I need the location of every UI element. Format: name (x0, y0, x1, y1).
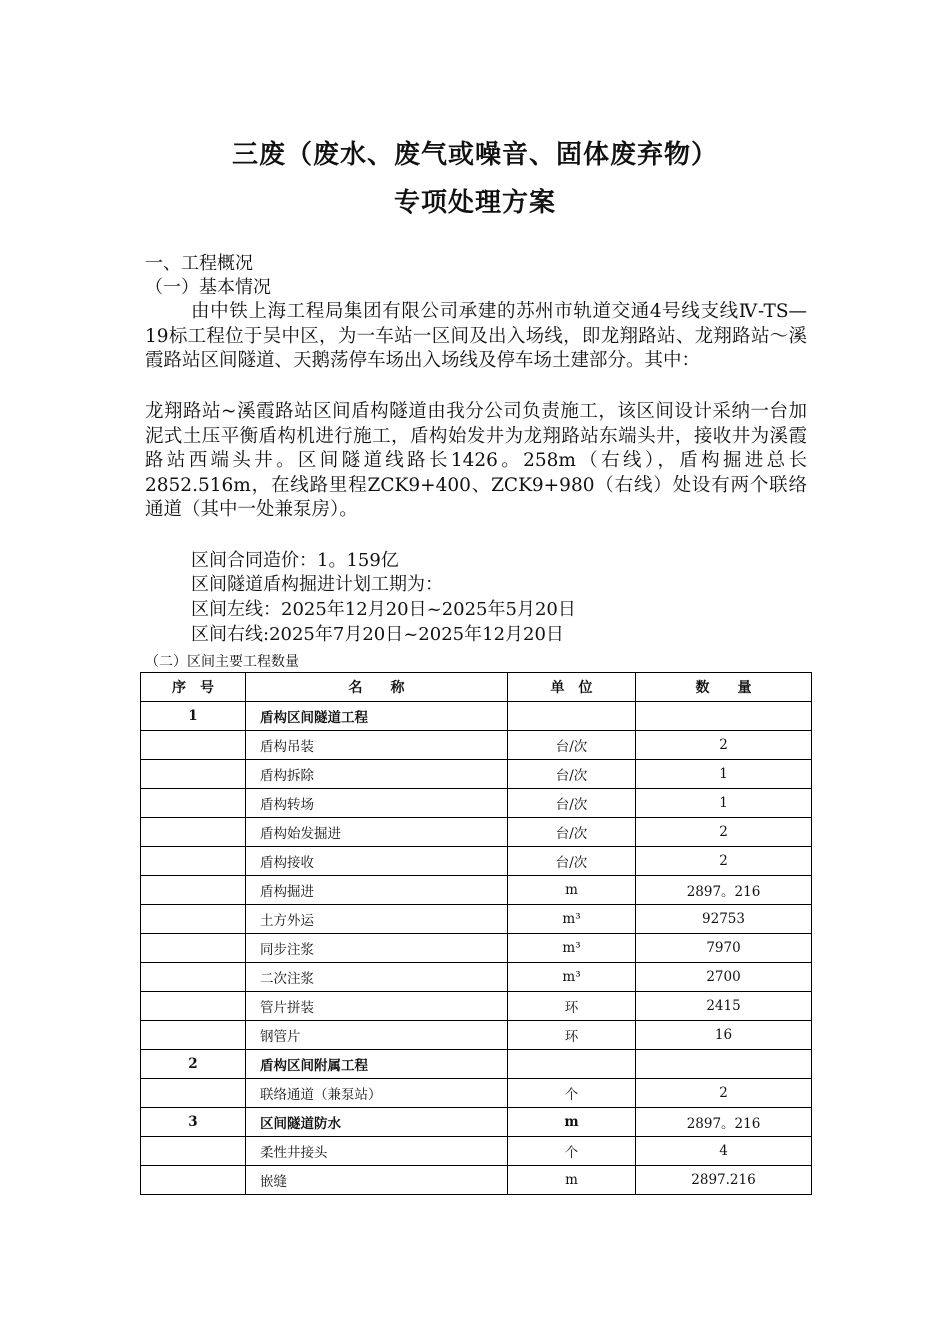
table-row (141, 789, 812, 818)
cell-unit: 台/次 (508, 760, 636, 789)
cell-unit (508, 1050, 636, 1079)
cell-name: 盾构始发掘进 (246, 818, 508, 847)
cell-unit: m³ (508, 934, 636, 963)
paragraph-detail: 龙翔路站~溪霞路站区间盾构隧道由我分公司负责施工，该区间设计采纳一台加泥式土压平衡盾构机进行施工，盾构始发井为龙翔路站东端头井，接收井为溪霞路站西端头井。区间隧道线路长1426。258m（右线），盾构掘进总长2852.516m，在线路里程ZCK9+400、ZCK9+980（右线）处设有两个联络通道（其中一处兼泵房）。 (145, 401, 807, 521)
cell-qty: 2897。216 (636, 876, 812, 905)
table-group-row (141, 702, 812, 731)
cell-name: 联络通道（兼泵站） (246, 1079, 508, 1108)
table-row (141, 1166, 812, 1195)
cell-no (141, 818, 246, 847)
contract-price: 区间合同造价：1。159亿 (191, 550, 399, 571)
subsection-heading: （一）基本情况 (145, 277, 271, 298)
table-row (141, 905, 812, 934)
table-header-row (141, 673, 812, 702)
cell-qty: 1 (636, 789, 812, 818)
cell-qty: 4 (636, 1137, 812, 1166)
doc-title-line1: 三废（废水、废气或噪音、固体废弃物） (231, 140, 718, 170)
table-group-row (141, 1050, 812, 1079)
table-row (141, 731, 812, 760)
cell-unit: 个 (508, 1137, 636, 1166)
quantity-table (140, 672, 812, 1195)
cell-name: 盾构接收 (246, 847, 508, 876)
table-row (141, 934, 812, 963)
schedule-left: 区间左线：2025年12月20日~2025年5月20日 (191, 599, 576, 620)
cell-unit (508, 702, 636, 731)
table-row (141, 963, 812, 992)
cell-qty: 2897。216 (636, 1108, 812, 1137)
cell-name: 盾构转场 (246, 789, 508, 818)
cell-name: 钢管片 (246, 1021, 508, 1050)
cell-name: 盾构区间隧道工程 (246, 702, 508, 731)
cell-no (141, 789, 246, 818)
cell-name: 盾构拆除 (246, 760, 508, 789)
cell-unit: 个 (508, 1079, 636, 1108)
cell-no: 2 (141, 1050, 246, 1079)
cell-name: 同步注浆 (246, 934, 508, 963)
cell-unit: 台/次 (508, 789, 636, 818)
cell-qty: 16 (636, 1021, 812, 1050)
cell-no (141, 992, 246, 1021)
schedule-right: 区间右线:2025年7月20日~2025年12月20日 (191, 624, 564, 645)
table-row (141, 760, 812, 789)
table-row (141, 992, 812, 1021)
cell-no (141, 1137, 246, 1166)
cell-qty: 2415 (636, 992, 812, 1021)
header-unit: 单 位 (508, 673, 636, 702)
cell-qty: 1 (636, 760, 812, 789)
cell-qty: 2 (636, 847, 812, 876)
table-row (141, 818, 812, 847)
cell-qty: 2 (636, 818, 812, 847)
cell-unit: 台/次 (508, 818, 636, 847)
cell-no (141, 1079, 246, 1108)
cell-qty: 2 (636, 731, 812, 760)
header-no: 序 号 (141, 673, 246, 702)
paragraph-intro: 由中铁上海工程局集团有限公司承建的苏州市轨道交通4号线支线Ⅳ-TS—19标工程位于吴中区，为一车站一区间及出入场线，即龙翔路站、龙翔路站～溪霞路站区间隧道、天鹅荡停车场出入场线及停车场土建部分。其中： (145, 301, 807, 372)
cell-qty: 7970 (636, 934, 812, 963)
cell-qty: 2897.216 (636, 1166, 812, 1195)
table-row (141, 847, 812, 876)
table-row (141, 1079, 812, 1108)
cell-qty: 92753 (636, 905, 812, 934)
table-row (141, 1137, 812, 1166)
schedule-intro: 区间隧道盾构掘进计划工期为： (191, 574, 443, 595)
table-row (141, 1021, 812, 1050)
cell-name: 区间隧道防水 (246, 1108, 508, 1137)
header-name: 名 称 (246, 673, 508, 702)
cell-unit: 台/次 (508, 731, 636, 760)
table-caption: （二）区间主要工程数量 (145, 654, 299, 670)
header-qty: 数 量 (636, 673, 812, 702)
cell-no: 3 (141, 1108, 246, 1137)
cell-unit: m (508, 1108, 636, 1137)
cell-no (141, 1021, 246, 1050)
cell-unit: m³ (508, 905, 636, 934)
cell-name: 土方外运 (246, 905, 508, 934)
doc-title-line2: 专项处理方案 (393, 188, 556, 218)
cell-qty (636, 1050, 812, 1079)
cell-unit: m³ (508, 963, 636, 992)
cell-unit: 环 (508, 1021, 636, 1050)
cell-name: 嵌缝 (246, 1166, 508, 1195)
cell-no (141, 731, 246, 760)
cell-qty: 2700 (636, 963, 812, 992)
cell-name: 盾构区间附属工程 (246, 1050, 508, 1079)
cell-unit: 台/次 (508, 847, 636, 876)
cell-unit: m (508, 876, 636, 905)
cell-name: 盾构吊装 (246, 731, 508, 760)
cell-no (141, 905, 246, 934)
cell-no (141, 934, 246, 963)
cell-name: 盾构掘进 (246, 876, 508, 905)
cell-unit: 环 (508, 992, 636, 1021)
cell-no (141, 876, 246, 905)
cell-name: 二次注浆 (246, 963, 508, 992)
cell-no: 1 (141, 702, 246, 731)
cell-name: 管片拼装 (246, 992, 508, 1021)
cell-no (141, 760, 246, 789)
cell-no (141, 1166, 246, 1195)
cell-unit: m (508, 1166, 636, 1195)
cell-name: 柔性井接头 (246, 1137, 508, 1166)
table-row (141, 876, 812, 905)
section-heading: 一、工程概况 (145, 253, 253, 274)
cell-qty (636, 702, 812, 731)
cell-qty: 2 (636, 1079, 812, 1108)
table-group-row (141, 1108, 812, 1137)
cell-no (141, 847, 246, 876)
cell-no (141, 963, 246, 992)
